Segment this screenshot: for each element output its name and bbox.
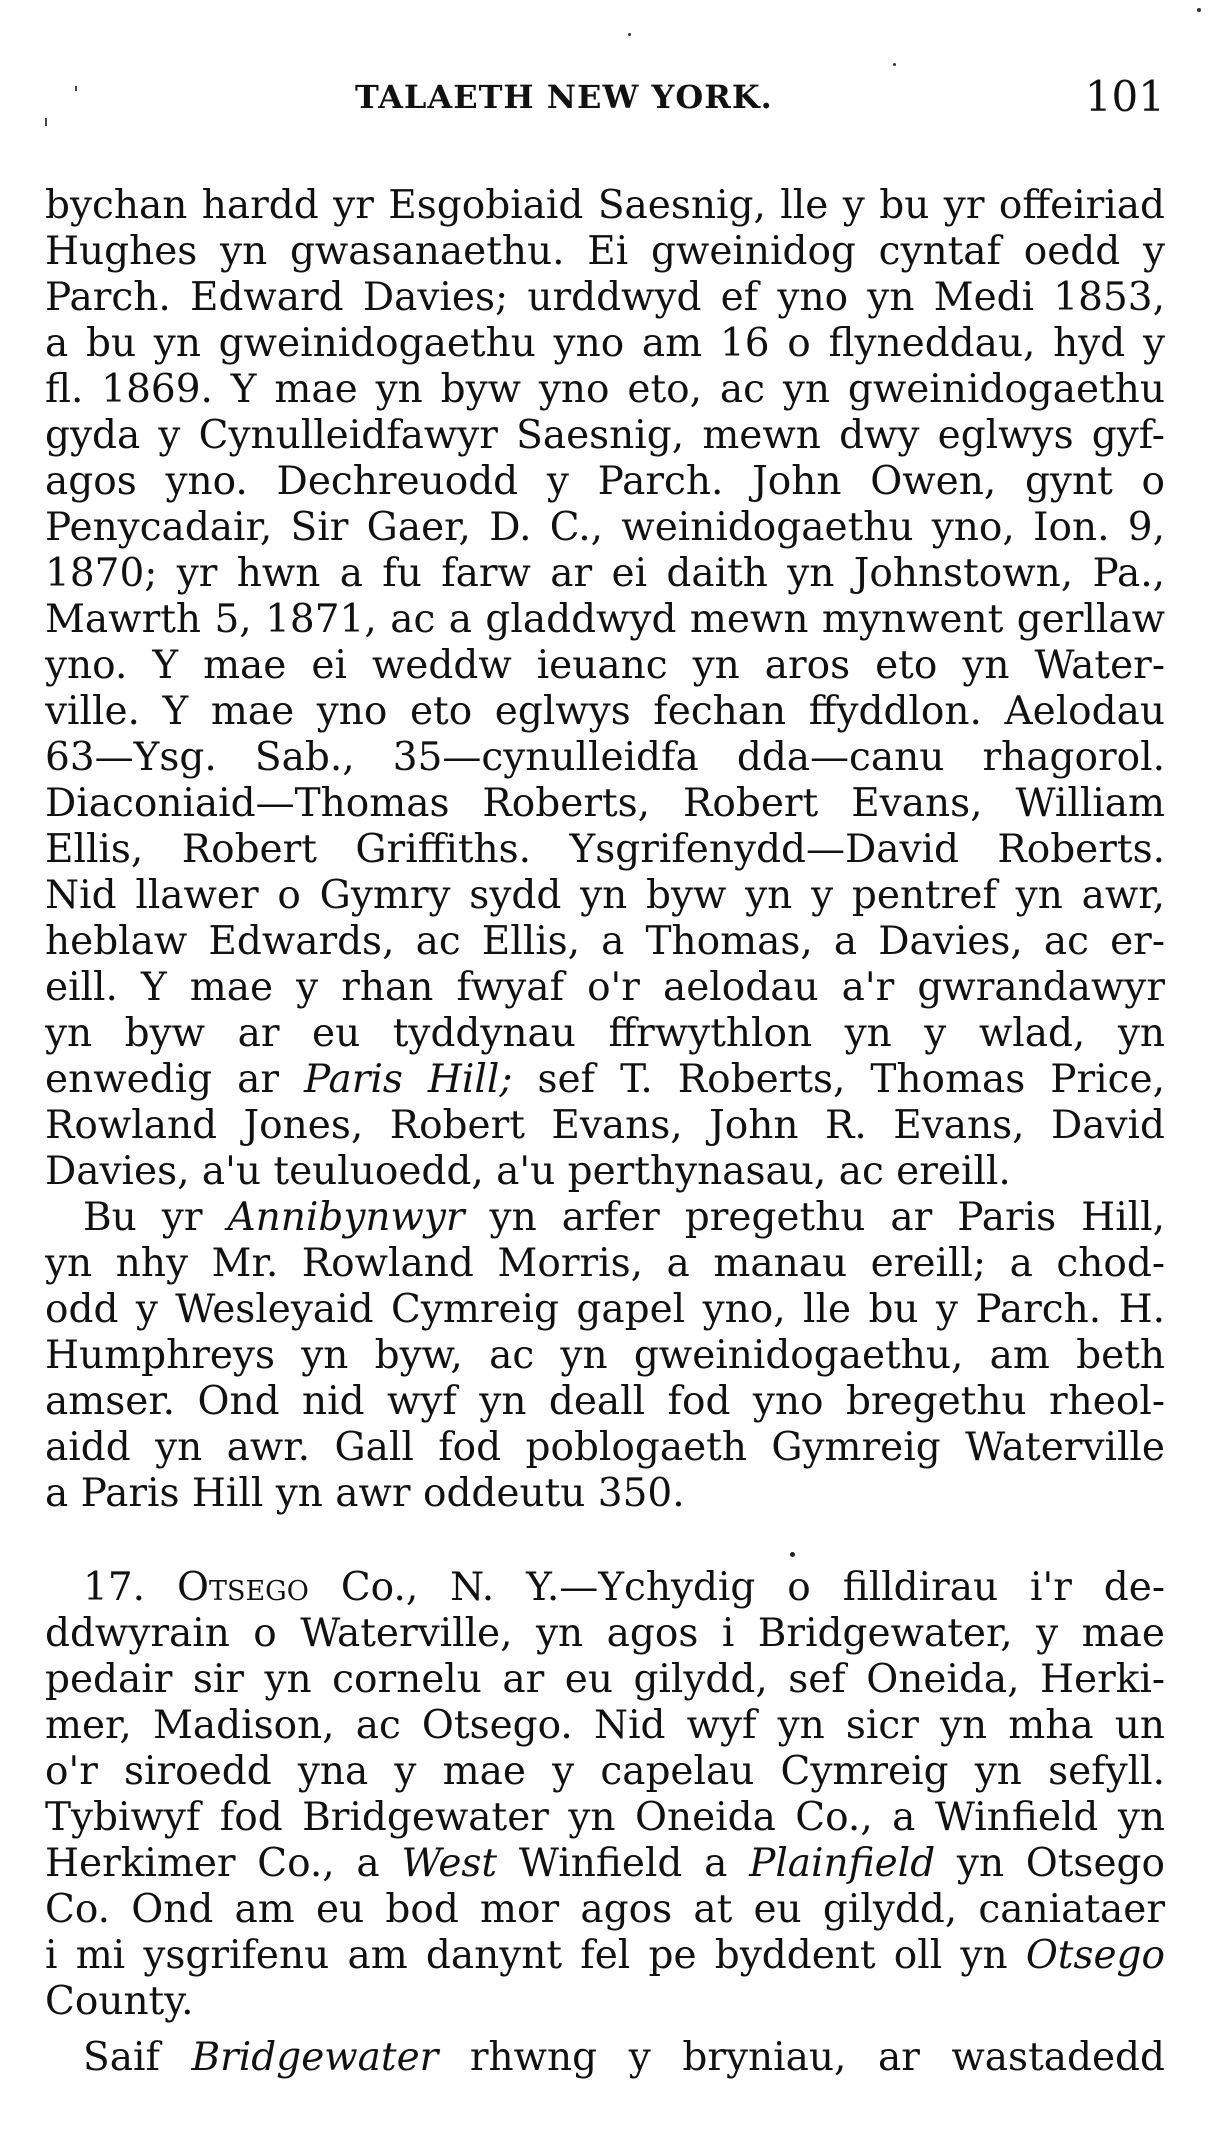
text-line: pedair sir yn cornelu ar eu gilydd, sef Oneida, Herki-	[45, 1657, 1165, 1702]
text-fragment: yn Otsego	[956, 1841, 1165, 1886]
text-line: yn byw ar eu tyddynau ffrwythlon yn y wlad, yn	[45, 1011, 1165, 1056]
section-heading	[45, 1565, 1165, 1611]
print-speck	[1197, 8, 1201, 12]
text-line: Davies, a'u teuluoedd, a'u perthynasau, ac ereill.	[45, 1149, 1011, 1194]
italic-place-name: Bridgewater	[191, 2035, 439, 2080]
text-line: Penycadair, Sir Gaer, D. C., weinidogaethu yno, Ion. 9,	[45, 505, 1165, 550]
text-line: County.	[45, 1979, 194, 2024]
running-head	[45, 72, 1165, 138]
county-name: Otsego	[176, 1565, 309, 1610]
section-gap	[45, 1517, 1165, 1565]
paragraph-start	[45, 2035, 1165, 2081]
text-line: ddwyrain o Waterville, yn agos i Bridgewater, y mae	[45, 1611, 1165, 1656]
text-line: yn nhy Mr. Rowland Morris, a manau ereill; a chod-	[45, 1241, 1165, 1286]
text-line: mer, Madison, ac Otsego. Nid wyf yn sicr yn mha un	[45, 1703, 1165, 1748]
text-line: Humphreys yn byw, ac yn gweinidogaethu, am beth	[45, 1333, 1165, 1378]
text-fragment: Co., N. Y.—Ychydig o filldirau i'r de-	[340, 1565, 1165, 1610]
text-line: Mawrth 5, 1871, ac a gladdwyd mewn mynwent gerllaw	[45, 597, 1165, 642]
text-line: a bu yn gweinidogaethu yno am 16 o flyneddau, hyd y	[45, 321, 1165, 366]
print-speck	[893, 63, 896, 66]
text-fragment: yn arfer pregethu ar Paris Hill,	[489, 1195, 1165, 1240]
text-line: Ellis, Robert Griffiths. Ysgrifenydd—David Roberts.	[45, 827, 1165, 872]
text-line: Rowland Jones, Robert Evans, John R. Evans, David	[45, 1103, 1165, 1148]
text-fragment: Herkimer Co., a	[45, 1841, 380, 1886]
body-text	[45, 183, 1165, 2081]
text-line: 63—Ysg. Sab., 35—cynulleidfa dda—canu rhagorol.	[45, 735, 1165, 780]
text-fragment: sef T. Roberts, Thomas Price,	[537, 1057, 1165, 1102]
text-line: amser. Ond nid wyf yn deall fod yno bregethu rheol-	[45, 1379, 1165, 1424]
running-title: TALAETH NEW YORK.	[355, 78, 773, 116]
text-fragment: Winfield a	[518, 1841, 728, 1886]
text-line: Nid llawer o Gymry sydd yn byw yn y pentref yn awr,	[45, 873, 1165, 918]
paragraph-start	[45, 1195, 1165, 1241]
text-line: Diaconiaid—Thomas Roberts, Robert Evans, William	[45, 781, 1165, 826]
text-line: agos yno. Dechreuodd y Parch. John Owen, gynt o	[45, 459, 1165, 504]
text-line: Parch. Edward Davies; urddwyd ef yno yn Medi 1853,	[45, 275, 1165, 320]
text-fragment: Saif	[83, 2035, 160, 2080]
text-line: odd y Wesleyaid Cymreig gapel yno, lle bu y Parch. H.	[45, 1287, 1165, 1332]
italic-denomination: Annibynwyr	[227, 1195, 465, 1240]
text-line: ville. Y mae yno eto eglwys fechan ffyddlon. Aelodau	[45, 689, 1165, 734]
text-fragment: rhwng y bryniau, ar wastadedd	[469, 2035, 1165, 2080]
italic-place-name: Otsego	[1025, 1933, 1165, 1978]
text-line-otsego-county	[45, 1933, 1165, 1979]
text-line: aidd yn awr. Gall fod poblogaeth Gymreig Waterville	[45, 1425, 1165, 1470]
text-line: 1870; yr hwn a fu farw ar ei daith yn Johnstown, Pa.,	[45, 551, 1165, 596]
text-fragment: Bu yr	[83, 1195, 203, 1240]
text-line: eill. Y mae y rhan fwyaf o'r aelodau a'r gwrandawyr	[45, 965, 1165, 1010]
text-line-paris-hill	[45, 1057, 1165, 1103]
text-line: o'r siroedd yna y mae y capelau Cymreig yn sefyll.	[45, 1749, 1165, 1794]
section-number: 17.	[83, 1565, 146, 1610]
text-line: fl. 1869. Y mae yn byw yno eto, ac yn gweinidogaethu	[45, 367, 1165, 412]
text-line: heblaw Edwards, ac Ellis, a Thomas, a Davies, ac er-	[45, 919, 1165, 964]
italic-place-name: West	[401, 1841, 498, 1886]
text-line: Co. Ond am eu bod mor agos at eu gilydd, caniataer	[45, 1887, 1165, 1932]
italic-place-name: Paris Hill;	[304, 1057, 513, 1102]
text-line-west-winfield	[45, 1841, 1165, 1887]
print-speck	[790, 1552, 795, 1557]
page-number: 101	[1084, 72, 1165, 121]
text-line: bychan hardd yr Esgobiaid Saesnig, lle y bu yr offeiriad	[45, 183, 1165, 228]
text-fragment: enwedig ar	[45, 1057, 279, 1102]
text-fragment: i mi ysgrifenu am danynt fel pe byddent oll yn	[45, 1933, 1008, 1978]
text-line: yno. Y mae ei weddw ieuanc yn aros eto yn Water-	[45, 643, 1165, 688]
text-line: Hughes yn gwasanaethu. Ei gweinidog cyntaf oedd y	[45, 229, 1165, 274]
text-line: a Paris Hill yn awr oddeutu 350.	[45, 1471, 685, 1516]
text-line: gyda y Cynulleidfawyr Saesnig, mewn dwy eglwys gyf-	[45, 413, 1165, 458]
text-line: Tybiwyf fod Bridgewater yn Oneida Co., a Winfield yn	[45, 1795, 1165, 1840]
italic-place-name: Plainfield	[749, 1841, 936, 1886]
print-speck	[628, 33, 631, 36]
